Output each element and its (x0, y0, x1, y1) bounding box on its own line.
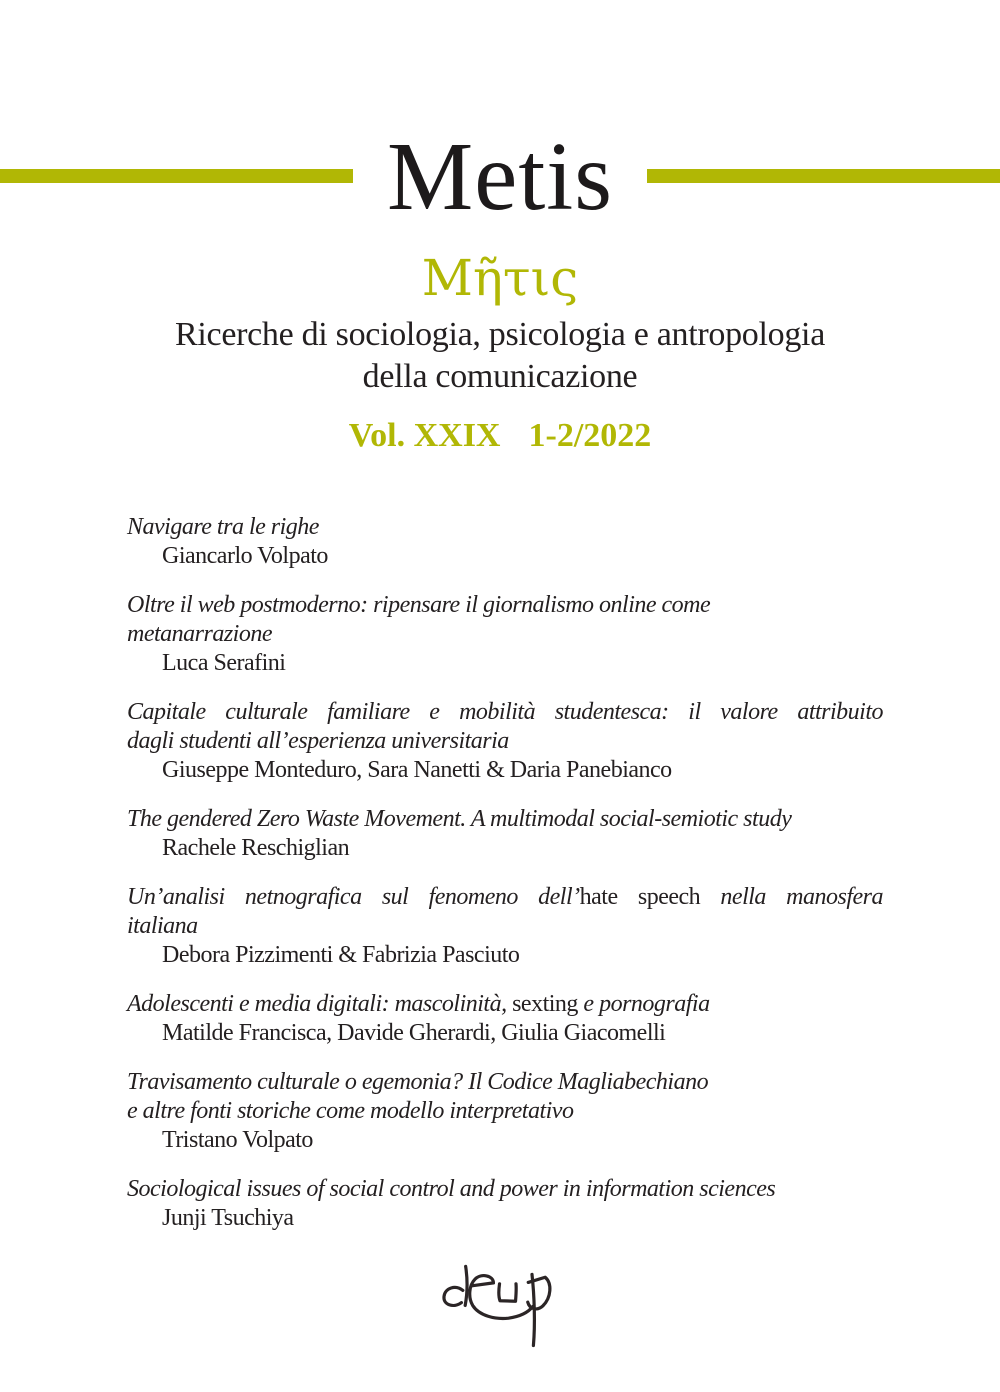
article-authors: Luca Serafini (162, 650, 286, 677)
article-authors: Debora Pizzimenti & Fabrizia Pasciuto (162, 942, 520, 969)
cleup-logo-p-stem (532, 1275, 534, 1346)
cleup-logo-l-stroke (465, 1267, 467, 1306)
article-title-line (127, 990, 883, 1019)
title-rule-right (647, 169, 1000, 183)
toc-entry (127, 1175, 883, 1233)
title-row (0, 112, 1000, 240)
issue-label: 1-2/2022 (528, 417, 652, 455)
masthead (0, 112, 1000, 455)
article-title-line (127, 1097, 883, 1126)
article-authors: Tristano Volpato (162, 1127, 313, 1154)
title-segment-italic: nella manosfera (700, 884, 884, 911)
article-title-line (127, 805, 883, 834)
article-authors: Rachele Reschiglian (162, 835, 350, 862)
article-authors: Matilde Francisca, Davide Gherardi, Giulia Giacomelli (162, 1020, 666, 1047)
article-title-line (127, 1068, 883, 1097)
toc-entry (127, 591, 883, 678)
journal-greek-title: Μῆτις (421, 249, 579, 307)
title-segment-italic: Sociological issues of social control and power in information sciences (127, 1176, 776, 1203)
journal-subtitle-line2: della comunicazione (362, 358, 638, 396)
volume-label: Vol. XXIX (348, 417, 501, 455)
title-segment-italic: metanarrazione (127, 621, 272, 648)
title-segment-italic: Travisamento culturale o egemonia? Il Codice Magliabechiano (127, 1069, 709, 1096)
title-segment-italic: Un’analisi netnografica sul fenomeno dell’ (127, 884, 580, 911)
publisher-footer (0, 1253, 1000, 1357)
title-segment-italic: The gendered Zero Waste Movement. A multimodal social-semiotic study (127, 806, 792, 833)
article-title-line (127, 513, 883, 542)
title-segment-italic: e pornografia (577, 991, 710, 1018)
title-segment-italic: dagli studenti all’esperienza universitaria (127, 728, 509, 755)
journal-subtitle (0, 314, 1000, 400)
table-of-contents (127, 513, 883, 1233)
toc-entry (127, 698, 883, 785)
title-rule-left (0, 169, 353, 183)
article-title-line (127, 591, 883, 620)
toc-entry (127, 513, 883, 571)
journal-subtitle-line1: Ricerche di sociologia, psicologia e antropologia (175, 315, 825, 353)
article-title-line (127, 698, 883, 727)
cleup-logo-c-stroke (444, 1288, 463, 1306)
cleup-logo (420, 1253, 580, 1357)
title-segment-italic: Navigare tra le righe (127, 514, 319, 541)
volume-issue-line (0, 417, 1000, 455)
article-title-line (127, 620, 883, 649)
title-segment-italic: e altre fonti storiche come modello interpretativo (127, 1098, 574, 1125)
title-segment-roman: hate speech (579, 884, 701, 911)
title-segment-italic: Oltre il web postmoderno: ripensare il giornalismo online come (127, 592, 711, 619)
toc-entry (127, 805, 883, 863)
toc-entry (127, 990, 883, 1048)
title-segment-roman: sexting (512, 991, 578, 1018)
title-segment-italic: Adolescenti e media digitali: mascolinità, (127, 991, 513, 1018)
journal-title: Metis (387, 122, 613, 230)
toc-entry (127, 1068, 883, 1155)
cleup-logo-e-bar (473, 1283, 494, 1286)
article-title-line (127, 883, 883, 912)
article-title-line (127, 912, 883, 941)
article-authors: Giuseppe Monteduro, Sara Nanetti & Daria Panebianco (162, 757, 672, 784)
article-title-line (127, 1175, 883, 1204)
toc-entry (127, 883, 883, 970)
article-authors: Junji Tsuchiya (162, 1205, 294, 1232)
cleup-logo-u-stroke (499, 1284, 516, 1301)
cleup-logo-p-bowl (528, 1277, 550, 1309)
cleup-logo-e-swash (470, 1276, 533, 1319)
title-segment-italic: italiana (127, 913, 198, 940)
article-title-line (127, 727, 883, 756)
article-authors: Giancarlo Volpato (162, 543, 328, 570)
title-segment-italic: Capitale culturale familiare e mobilità studentesca: il valore attribuito (127, 699, 883, 726)
